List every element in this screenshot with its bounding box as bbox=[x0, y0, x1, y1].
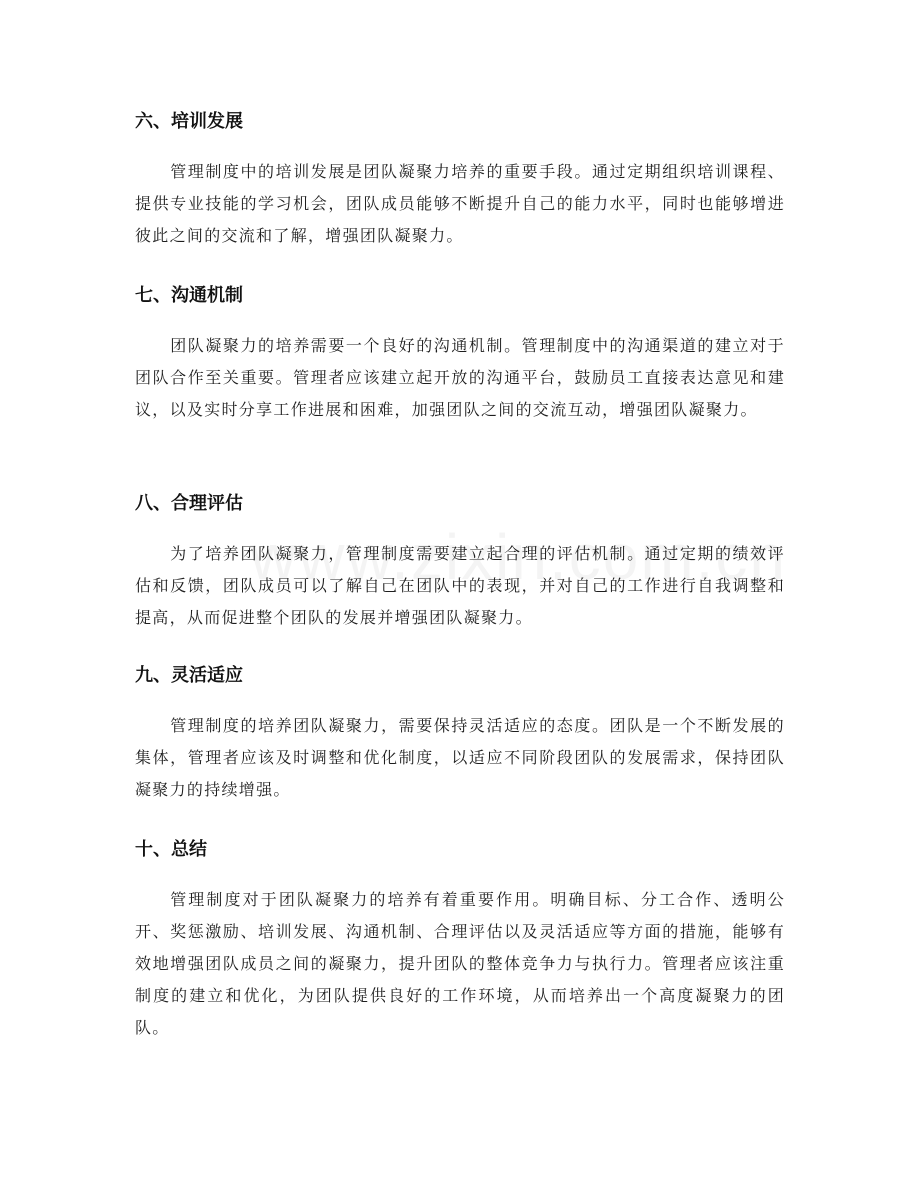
section-heading: 十、总结 bbox=[135, 839, 207, 860]
section-reasonable-evaluation bbox=[135, 492, 785, 634]
section-heading: 七、沟通机制 bbox=[135, 285, 243, 306]
section-heading: 六、培训发展 bbox=[135, 111, 243, 132]
section-flexible-adaptation bbox=[135, 664, 785, 806]
section-paragraph: 团队凝聚力的培养需要一个良好的沟通机制。管理制度中的沟通渠道的建立对于团队合作至关重要。管理者应该建立起开放的沟通平台，鼓励员工直接表达意见和建议，以及实时分享工作进展和困难，加强团队之间的交流互动，增强团队凝聚力。 bbox=[135, 336, 785, 419]
section-summary bbox=[135, 838, 785, 1044]
section-paragraph: 管理制度的培养团队凝聚力，需要保持灵活适应的态度。团队是一个不断发展的集体，管理者应该及时调整和优化制度，以适应不同阶段团队的发展需求，保持团队凝聚力的持续增强。 bbox=[135, 716, 785, 799]
section-communication-mechanism bbox=[135, 284, 785, 426]
section-heading: 八、合理评估 bbox=[135, 493, 243, 514]
section-paragraph: 管理制度中的培训发展是团队凝聚力培养的重要手段。通过定期组织培训课程、提供专业技能的学习机会，团队成员能够不断提升自己的能力水平，同时也能够增进彼此之间的交流和了解，增强团队凝聚力。 bbox=[135, 162, 785, 245]
section-paragraph: 为了培养团队凝聚力，管理制度需要建立起合理的评估机制。通过定期的绩效评估和反馈，团队成员可以了解自己在团队中的表现，并对自己的工作进行自我调整和提高，从而促进整个团队的发展并增强团队凝聚力。 bbox=[135, 544, 785, 627]
section-training-development bbox=[135, 110, 785, 252]
section-heading: 九、灵活适应 bbox=[135, 665, 243, 686]
section-paragraph: 管理制度对于团队凝聚力的培养有着重要作用。明确目标、分工合作、透明公开、奖惩激励、培训发展、沟通机制、合理评估以及灵活适应等方面的措施，能够有效地增强团队成员之间的凝聚力，提升团队的整体竞争力与执行力。管理者应该注重制度的建立和优化，为团队提供良好的工作环境，从而培养出一个高度凝聚力的团队。 bbox=[135, 890, 785, 1037]
